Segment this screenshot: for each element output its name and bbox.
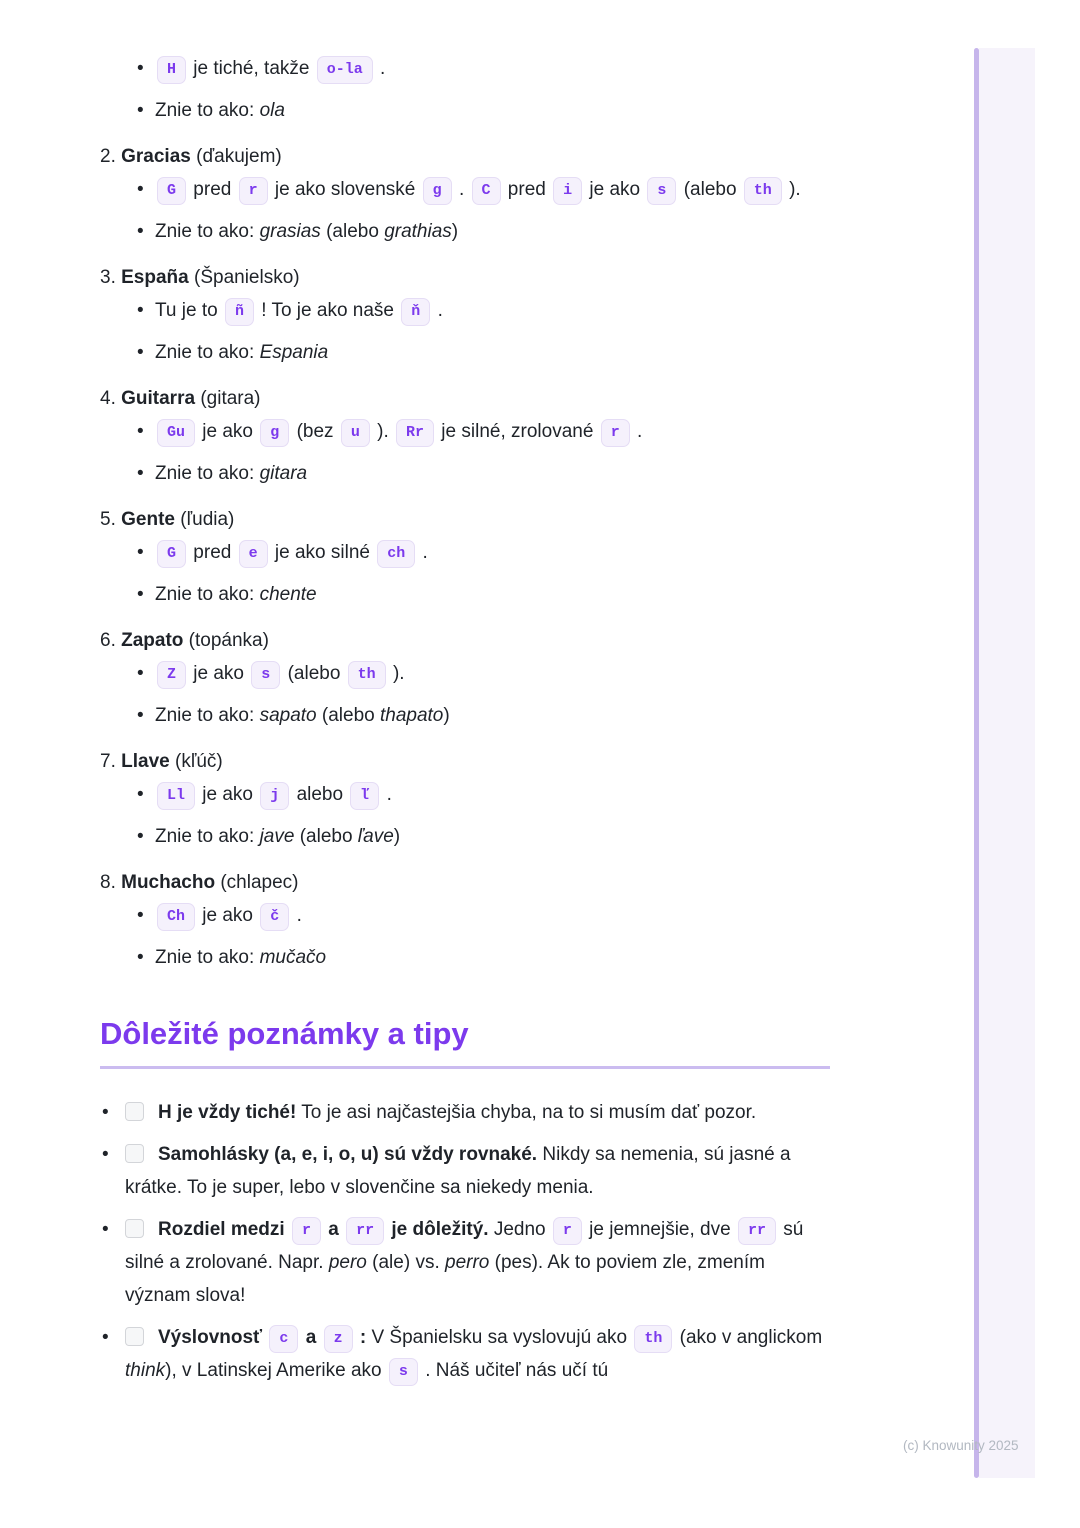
bold-text: Rozdiel medzi bbox=[158, 1219, 290, 1240]
code-badge: rr bbox=[346, 1217, 384, 1245]
code-badge: Z bbox=[157, 661, 186, 689]
code-badge: g bbox=[260, 419, 289, 447]
code-badge: g bbox=[423, 177, 452, 205]
tip-text: Výslovnosť c a z : V Španielsku sa vyslovujú ako th (ako v anglickom think), v Latinskej Amerike ako s . Náš učiteľ nás učí tú bbox=[125, 1327, 822, 1381]
pronunciation-item bbox=[100, 140, 830, 248]
code-badge: r bbox=[553, 1217, 582, 1245]
bold-text: H je vždy tiché! bbox=[158, 1102, 297, 1123]
pronunciation-note: • Z je ako s (alebo th ). bbox=[100, 657, 830, 690]
code-badge: th bbox=[634, 1325, 672, 1353]
italic-text: chente bbox=[259, 584, 317, 605]
code-badge: o-la bbox=[317, 56, 373, 84]
code-badge: z bbox=[324, 1325, 353, 1353]
pronunciation-item bbox=[100, 52, 830, 127]
checkbox[interactable] bbox=[125, 1102, 144, 1121]
code-badge: s bbox=[647, 177, 676, 205]
item-word: Gente bbox=[121, 509, 175, 530]
item-number: 8. bbox=[100, 872, 122, 893]
item-number: 7. bbox=[100, 751, 122, 772]
item-notes bbox=[100, 294, 830, 369]
tip-text: H je vždy tiché! To je asi najčastejšia chyba, na to si musím dať pozor. bbox=[158, 1102, 757, 1123]
scrollbar-thumb[interactable] bbox=[974, 48, 979, 1478]
tip-item bbox=[100, 1321, 830, 1387]
checkbox[interactable] bbox=[125, 1144, 144, 1163]
pronunciation-item bbox=[100, 503, 830, 611]
bold-text: je dôležitý. bbox=[386, 1219, 489, 1240]
item-notes bbox=[100, 415, 830, 490]
pronunciation-note: • Znie to ako: ola bbox=[100, 94, 830, 127]
pronunciation-note: • G pred e je ako silné ch . bbox=[100, 536, 830, 569]
code-badge: r bbox=[601, 419, 630, 447]
pronunciation-note: • Znie to ako: mučačo bbox=[100, 941, 830, 974]
item-gloss: (ľudia) bbox=[174, 509, 235, 530]
code-badge: c bbox=[269, 1325, 298, 1353]
italic-text: grathias bbox=[384, 221, 452, 242]
code-badge: ñ bbox=[225, 298, 254, 326]
item-header bbox=[100, 866, 830, 899]
code-badge: th bbox=[348, 661, 386, 689]
pronunciation-note: • Znie to ako: sapato (alebo thapato) bbox=[100, 699, 830, 732]
code-badge: Ll bbox=[157, 782, 195, 810]
pronunciation-note: • Znie to ako: chente bbox=[100, 578, 830, 611]
pronunciation-note: • Znie to ako: gitara bbox=[100, 457, 830, 490]
item-number: 6. bbox=[100, 630, 122, 651]
pronunciation-note: • Znie to ako: grasias (alebo grathias) bbox=[100, 215, 830, 248]
section-divider bbox=[100, 1066, 830, 1069]
code-badge: G bbox=[157, 540, 186, 568]
item-word: Gracias bbox=[121, 146, 191, 167]
code-badge: Ch bbox=[157, 903, 195, 931]
pronunciation-item bbox=[100, 745, 830, 853]
italic-text: Espania bbox=[259, 342, 329, 363]
item-number: 4. bbox=[100, 388, 122, 409]
code-badge: th bbox=[744, 177, 782, 205]
code-badge: s bbox=[251, 661, 280, 689]
item-header bbox=[100, 503, 830, 536]
item-header bbox=[100, 140, 830, 173]
tips-list bbox=[100, 1096, 830, 1387]
item-notes bbox=[100, 173, 830, 248]
code-badge: č bbox=[260, 903, 289, 931]
italic-text: gitara bbox=[259, 463, 308, 484]
pronunciation-note: • Tu je to ñ ! To je ako naše ň . bbox=[100, 294, 830, 327]
code-badge: e bbox=[239, 540, 268, 568]
pronunciation-item bbox=[100, 261, 830, 369]
bold-text: a bbox=[300, 1327, 322, 1348]
checkbox[interactable] bbox=[125, 1219, 144, 1238]
copyright-watermark: (c) Knowunity 2025 bbox=[903, 1438, 1019, 1453]
item-word: España bbox=[121, 267, 189, 288]
bold-text: Samohlásky (a, e, i, o, u) sú vždy rovnaké. bbox=[158, 1144, 538, 1165]
code-badge: C bbox=[472, 177, 501, 205]
item-word: Llave bbox=[121, 751, 170, 772]
code-badge: r bbox=[292, 1217, 321, 1245]
italic-text: mučačo bbox=[259, 947, 327, 968]
code-badge: ľ bbox=[350, 782, 379, 810]
bold-text: : bbox=[354, 1327, 367, 1348]
code-badge: s bbox=[389, 1358, 418, 1386]
pronunciation-item bbox=[100, 624, 830, 732]
pronunciation-note: • G pred r je ako slovenské g . C pred i je ako s (alebo th ). bbox=[100, 173, 830, 206]
tip-item bbox=[100, 1096, 830, 1129]
code-badge: Gu bbox=[157, 419, 195, 447]
item-header bbox=[100, 624, 830, 657]
pronunciation-note: • Ll je ako j alebo ľ . bbox=[100, 778, 830, 811]
item-header bbox=[100, 261, 830, 294]
bold-text: a bbox=[322, 1219, 345, 1240]
scrollbar-track[interactable] bbox=[979, 48, 1035, 1478]
item-word: Muchacho bbox=[121, 872, 216, 893]
checkbox[interactable] bbox=[125, 1327, 144, 1346]
code-badge: ň bbox=[401, 298, 430, 326]
tip-text: Samohlásky (a, e, i, o, u) sú vždy rovnaké. Nikdy sa nemenia, sú jasné a krátke. To je super, lebo v slovenčine sa niekedy menia. bbox=[125, 1144, 791, 1198]
bold-text: Výslovnosť bbox=[158, 1327, 268, 1348]
italic-text: thapato bbox=[379, 705, 444, 726]
code-badge: H bbox=[157, 56, 186, 84]
italic-text: perro bbox=[445, 1252, 490, 1273]
tip-item bbox=[100, 1138, 830, 1204]
item-word: Zapato bbox=[121, 630, 184, 651]
pronunciation-note: • Znie to ako: Espania bbox=[100, 336, 830, 369]
item-notes bbox=[100, 536, 830, 611]
item-header bbox=[100, 382, 830, 415]
item-gloss: (kľúč) bbox=[169, 751, 223, 772]
tip-text: Rozdiel medzi r a rr je dôležitý. Jedno r je jemnejšie, dve rr sú silné a zrolované. Napr. pero (ale) vs. perro (pes). Ak to poviem zle, zmením význam slova! bbox=[125, 1219, 804, 1306]
pronunciation-note: • Znie to ako: jave (alebo ľave) bbox=[100, 820, 830, 853]
italic-text: jave bbox=[259, 826, 295, 847]
item-gloss: (Španielsko) bbox=[188, 267, 300, 288]
item-number: 2. bbox=[100, 146, 122, 167]
item-number: 5. bbox=[100, 509, 122, 530]
code-badge: i bbox=[553, 177, 582, 205]
pronunciation-item bbox=[100, 866, 830, 974]
pronunciation-item bbox=[100, 382, 830, 490]
code-badge: Rr bbox=[396, 419, 434, 447]
italic-text: think bbox=[125, 1360, 166, 1381]
item-gloss: (ďakujem) bbox=[190, 146, 282, 167]
italic-text: ola bbox=[259, 100, 285, 121]
item-notes bbox=[100, 52, 830, 127]
item-notes bbox=[100, 778, 830, 853]
pronunciation-list bbox=[100, 52, 830, 974]
code-badge: j bbox=[260, 782, 289, 810]
italic-text: pero bbox=[328, 1252, 367, 1273]
item-notes bbox=[100, 657, 830, 732]
tip-item bbox=[100, 1213, 830, 1312]
italic-text: grasias bbox=[259, 221, 321, 242]
item-gloss: (gitara) bbox=[195, 388, 261, 409]
pronunciation-note: • H je tiché, takže o-la . bbox=[100, 52, 830, 85]
item-gloss: (chlapec) bbox=[215, 872, 299, 893]
code-badge: r bbox=[239, 177, 268, 205]
item-gloss: (topánka) bbox=[183, 630, 269, 651]
item-word: Guitarra bbox=[121, 388, 196, 409]
document-content bbox=[100, 0, 830, 1396]
italic-text: ľave bbox=[357, 826, 394, 847]
code-badge: u bbox=[341, 419, 370, 447]
code-badge: rr bbox=[738, 1217, 776, 1245]
pronunciation-note: • Gu je ako g (bez u ). Rr je silné, zrolované r . bbox=[100, 415, 830, 448]
item-notes bbox=[100, 899, 830, 974]
item-number: 3. bbox=[100, 267, 122, 288]
item-header bbox=[100, 745, 830, 778]
code-badge: G bbox=[157, 177, 186, 205]
code-badge: ch bbox=[377, 540, 415, 568]
italic-text: sapato bbox=[259, 705, 317, 726]
section-title: Dôležité poznámky a tipy bbox=[100, 1016, 469, 1051]
pronunciation-note: • Ch je ako č . bbox=[100, 899, 830, 932]
